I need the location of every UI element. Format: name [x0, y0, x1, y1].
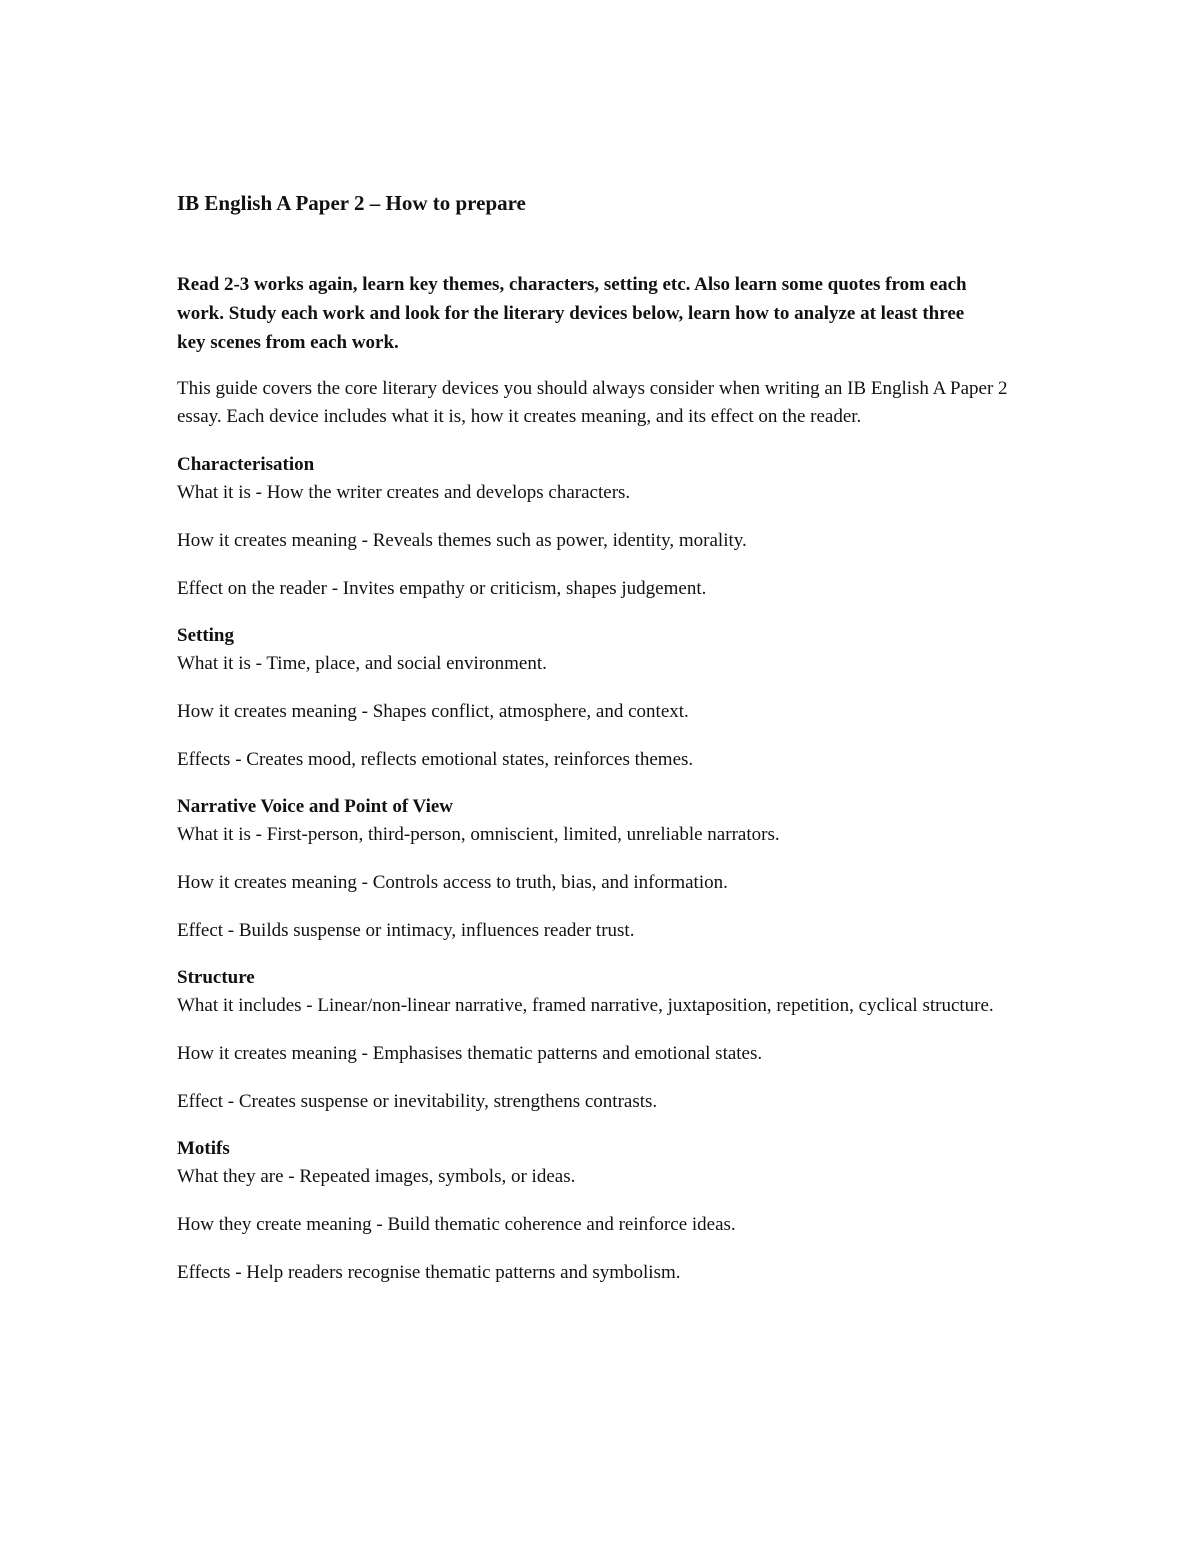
section-meaning-line: How they create meaning - Build thematic coherence and reinforce ideas.	[177, 1214, 736, 1235]
section-what-line: What it is - Time, place, and social environment.	[177, 653, 547, 674]
section-effect-line: Effect - Creates suspense or inevitability, strengthens contrasts.	[177, 1091, 658, 1112]
section-what-line: What it is - How the writer creates and develops characters.	[177, 482, 631, 503]
intro-paragraph: Read 2-3 works again, learn key themes, characters, setting etc. Also learn some quotes from each work. Study each work and look for the literary devices below, learn how to analyze at least three key scenes from each work.	[177, 274, 967, 353]
section-meaning-line: How it creates meaning - Shapes conflict, atmosphere, and context.	[177, 701, 689, 722]
section-what-line: What they are - Repeated images, symbols, or ideas.	[177, 1166, 576, 1187]
section-meaning-line: How it creates meaning - Emphasises thematic patterns and emotional states.	[177, 1043, 763, 1064]
section-heading: Structure	[177, 967, 255, 988]
document-page	[177, 188, 1037, 1306]
section-meaning-line: How it creates meaning - Controls access to truth, bias, and information.	[177, 872, 728, 893]
document-title: IB English A Paper 2 – How to prepare	[177, 191, 526, 215]
section-heading: Characterisation	[177, 454, 315, 475]
section-heading: Setting	[177, 625, 234, 646]
section-what-line: What it includes - Linear/non-linear narrative, framed narrative, juxtaposition, repetition, cyclical structure.	[177, 995, 994, 1016]
section-what-line: What it is - First-person, third-person, omniscient, limited, unreliable narrators.	[177, 824, 780, 845]
section-meaning-line: How it creates meaning - Reveals themes such as power, identity, morality.	[177, 530, 747, 551]
section-effect-line: Effect - Builds suspense or intimacy, influences reader trust.	[177, 920, 635, 941]
section-narrative-voice	[177, 793, 1037, 945]
section-characterisation	[177, 451, 1037, 603]
section-effect-line: Effect on the reader - Invites empathy or criticism, shapes judgement.	[177, 578, 707, 599]
guide-paragraph: This guide covers the core literary devices you should always consider when writing an IB English A Paper 2 essay. Each device includes what it is, how it creates meaning, and its effect on the reader.	[177, 378, 1008, 427]
section-effect-line: Effects - Creates mood, reflects emotional states, reinforces themes.	[177, 749, 694, 770]
section-heading: Motifs	[177, 1138, 230, 1159]
section-motifs	[177, 1135, 1037, 1287]
section-setting	[177, 622, 1037, 774]
section-effect-line: Effects - Help readers recognise thematic patterns and symbolism.	[177, 1262, 681, 1283]
section-structure	[177, 964, 1037, 1116]
section-heading: Narrative Voice and Point of View	[177, 796, 454, 817]
